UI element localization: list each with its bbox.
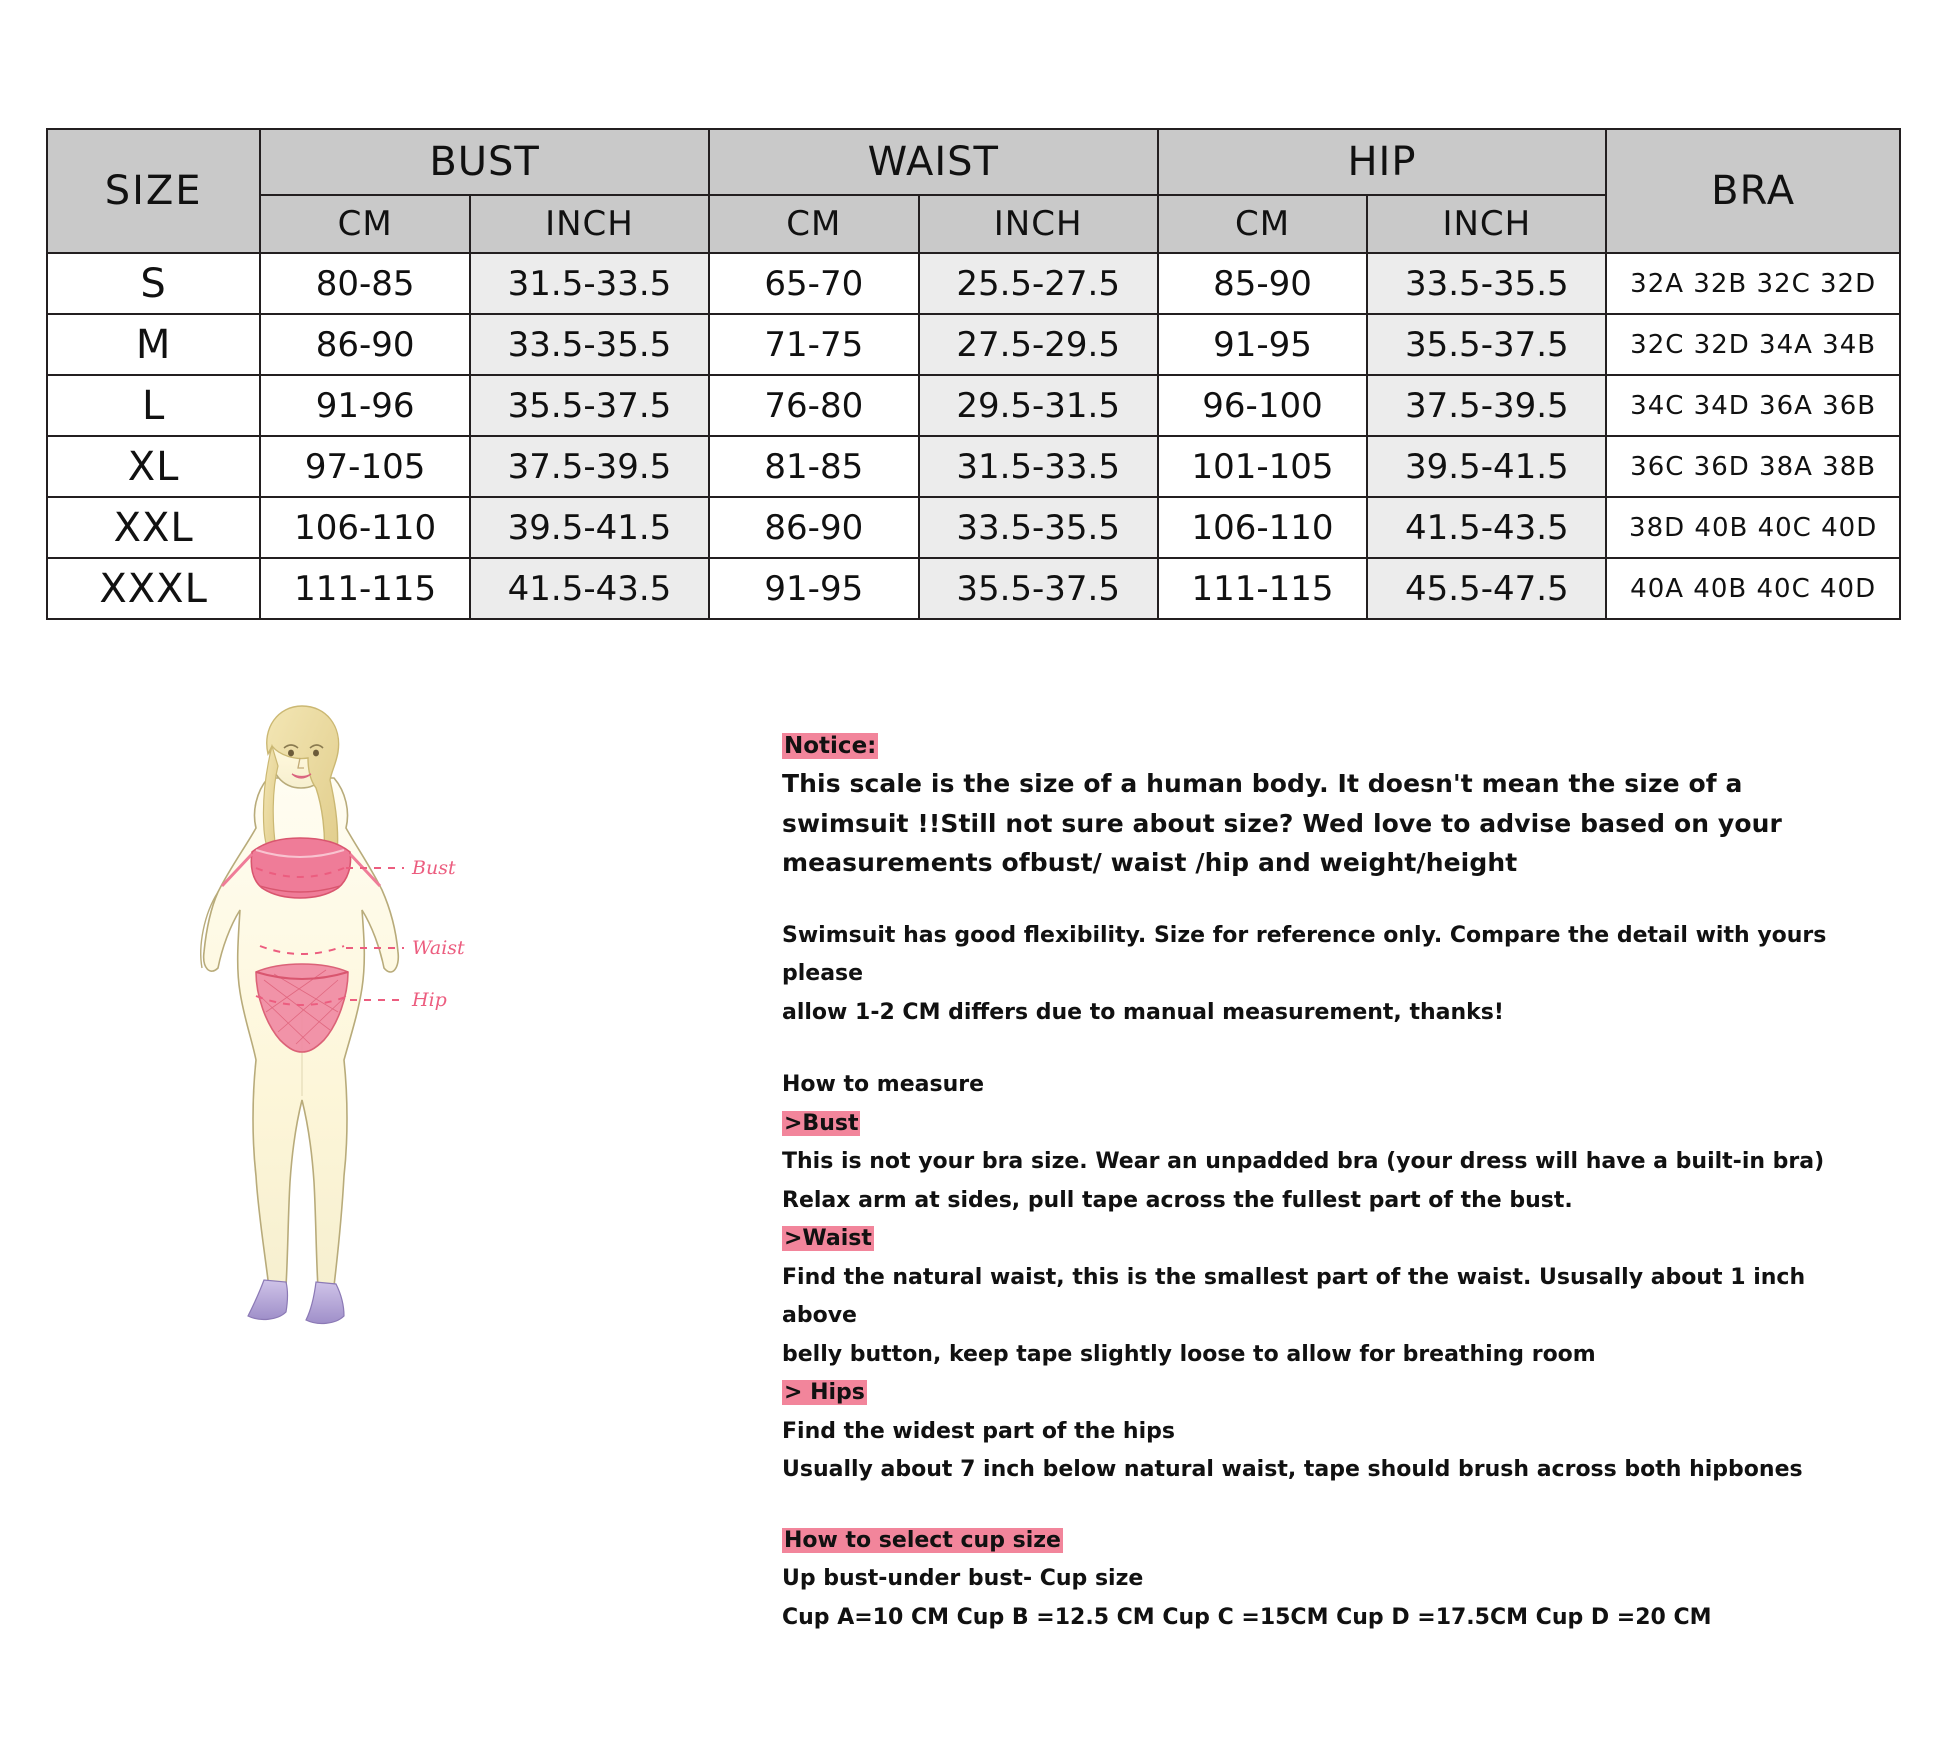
bust-instruction-1: This is not your bra size. Wear an unpadded bra (your dress will have a built-in bra) <box>782 1149 1825 1175</box>
header-bust-inch: INCH <box>470 195 709 253</box>
cell-waist-cm: 71-75 <box>709 314 919 375</box>
bust-heading-line <box>782 1105 1882 1144</box>
cell-waist-cm: 86-90 <box>709 497 919 558</box>
cell-bust-inch: 41.5-43.5 <box>470 558 709 619</box>
cell-waist-inch: 27.5-29.5 <box>919 314 1158 375</box>
header-bust: BUST <box>260 129 709 195</box>
cell-bra: 34C 34D 36A 36B <box>1606 375 1900 436</box>
cell-hip-inch: 33.5-35.5 <box>1367 253 1606 314</box>
cell-hip-cm: 101-105 <box>1158 436 1368 497</box>
table-row <box>47 558 1900 619</box>
notice-body-line-2: swimsuit !!Still not sure about size? Wed love to advise based on your <box>782 808 1782 838</box>
cell-bust-inch: 35.5-37.5 <box>470 375 709 436</box>
header-waist: WAIST <box>709 129 1158 195</box>
waist-instruction-2: belly button, keep tape slightly loose to allow for breathing room <box>782 1341 1596 1367</box>
cell-bust-cm: 111-115 <box>260 558 470 619</box>
table-row <box>47 436 1900 497</box>
cell-bust-cm: 106-110 <box>260 497 470 558</box>
cell-waist-inch: 31.5-33.5 <box>919 436 1158 497</box>
cell-waist-cm: 76-80 <box>709 375 919 436</box>
waist-instruction-1: Find the natural waist, this is the smallest part of the waist. Ususally about 1 inch above <box>782 1264 1806 1329</box>
bust-heading: >Bust <box>784 1110 859 1136</box>
cell-bra: 38D 40B 40C 40D <box>1606 497 1900 558</box>
cell-bust-inch: 39.5-41.5 <box>470 497 709 558</box>
cell-waist-cm: 91-95 <box>709 558 919 619</box>
cell-size: M <box>47 314 260 375</box>
cell-size: XL <box>47 436 260 497</box>
cell-bra: 32A 32B 32C 32D <box>1606 253 1900 314</box>
header-bra: BRA <box>1606 129 1900 253</box>
label-waist: Waist <box>412 937 465 959</box>
measurement-guide-labels <box>411 857 465 1011</box>
cell-hip-inch: 41.5-43.5 <box>1367 497 1606 558</box>
how-to-measure-heading: How to measure <box>782 1072 985 1098</box>
size-chart-table-container <box>46 128 1901 620</box>
cup-line-1: Up bust-under bust- Cup size <box>782 1566 1144 1592</box>
header-waist-cm: CM <box>709 195 919 253</box>
bust-instruction-2: Relax arm at sides, pull tape across the fullest part of the bust. <box>782 1187 1573 1213</box>
female-figure-illustration <box>160 700 590 1360</box>
cup-heading: How to select cup size <box>784 1527 1061 1553</box>
cell-hip-inch: 35.5-37.5 <box>1367 314 1606 375</box>
table-row <box>47 497 1900 558</box>
cell-waist-inch: 33.5-35.5 <box>919 497 1158 558</box>
flexibility-line-2: allow 1-2 CM differs due to manual measurement, thanks! <box>782 999 1504 1025</box>
cell-bra: 32C 32D 34A 34B <box>1606 314 1900 375</box>
cell-waist-inch: 25.5-27.5 <box>919 253 1158 314</box>
cell-bust-cm: 91-96 <box>260 375 470 436</box>
hips-instruction-1: Find the widest part of the hips <box>782 1418 1175 1444</box>
cell-hip-inch: 39.5-41.5 <box>1367 436 1606 497</box>
hips-heading-line <box>782 1374 1882 1413</box>
flexibility-paragraph <box>782 917 1882 1033</box>
cell-bust-inch: 37.5-39.5 <box>470 436 709 497</box>
waist-heading: >Waist <box>784 1226 872 1252</box>
cell-bust-cm: 97-105 <box>260 436 470 497</box>
cell-hip-inch: 37.5-39.5 <box>1367 375 1606 436</box>
cell-bra: 40A 40B 40C 40D <box>1606 558 1900 619</box>
cell-bust-cm: 80-85 <box>260 253 470 314</box>
cell-hip-inch: 45.5-47.5 <box>1367 558 1606 619</box>
hips-instruction-2: Usually about 7 inch below natural waist, tape should brush across both hipbones <box>782 1457 1803 1483</box>
cell-waist-cm: 65-70 <box>709 253 919 314</box>
notice-section <box>782 728 1882 1637</box>
cup-line-2: Cup A=10 CM Cup B =12.5 CM Cup C =15CM Cup D =17.5CM Cup D =20 CM <box>782 1604 1712 1630</box>
cell-size: S <box>47 253 260 314</box>
label-hip: Hip <box>412 989 447 1011</box>
notice-body-line-3: measurements ofbust/ waist /hip and weight/height <box>782 848 1518 878</box>
cell-bust-inch: 31.5-33.5 <box>470 253 709 314</box>
header-size: SIZE <box>47 129 260 253</box>
cell-waist-inch: 35.5-37.5 <box>919 558 1158 619</box>
header-hip-inch: INCH <box>1367 195 1606 253</box>
notice-body <box>782 764 1882 883</box>
table-row <box>47 375 1900 436</box>
shoes <box>248 1280 344 1323</box>
header-waist-inch: INCH <box>919 195 1158 253</box>
header-hip: HIP <box>1158 129 1607 195</box>
cell-size: XXL <box>47 497 260 558</box>
cell-hip-cm: 96-100 <box>1158 375 1368 436</box>
cell-hip-cm: 111-115 <box>1158 558 1368 619</box>
waist-heading-line <box>782 1220 1882 1259</box>
notice-title: Notice: <box>784 733 877 759</box>
table-row <box>47 253 1900 314</box>
cell-waist-inch: 29.5-31.5 <box>919 375 1158 436</box>
cup-heading-line <box>782 1522 1882 1561</box>
header-hip-cm: CM <box>1158 195 1368 253</box>
size-chart-table <box>46 128 1901 620</box>
header-bust-cm: CM <box>260 195 470 253</box>
table-row <box>47 314 1900 375</box>
cell-hip-cm: 91-95 <box>1158 314 1368 375</box>
notice-title-line <box>782 728 1882 764</box>
cell-bust-cm: 86-90 <box>260 314 470 375</box>
notice-body-line-1: This scale is the size of a human body. It doesn't mean the size of a <box>782 769 1743 799</box>
cup-size-block <box>782 1522 1882 1638</box>
cell-hip-cm: 106-110 <box>1158 497 1368 558</box>
hips-heading: > Hips <box>784 1380 865 1406</box>
table-header-row-groups <box>47 129 1900 195</box>
cell-bra: 36C 36D 38A 38B <box>1606 436 1900 497</box>
cell-bust-inch: 33.5-35.5 <box>470 314 709 375</box>
label-bust: Bust <box>412 857 456 879</box>
measurement-figure <box>160 700 590 1360</box>
cell-size: L <box>47 375 260 436</box>
cell-size: XXXL <box>47 558 260 619</box>
cell-hip-cm: 85-90 <box>1158 253 1368 314</box>
cell-waist-cm: 81-85 <box>709 436 919 497</box>
flexibility-line-1: Swimsuit has good flexibility. Size for reference only. Compare the detail with yours please <box>782 922 1827 987</box>
